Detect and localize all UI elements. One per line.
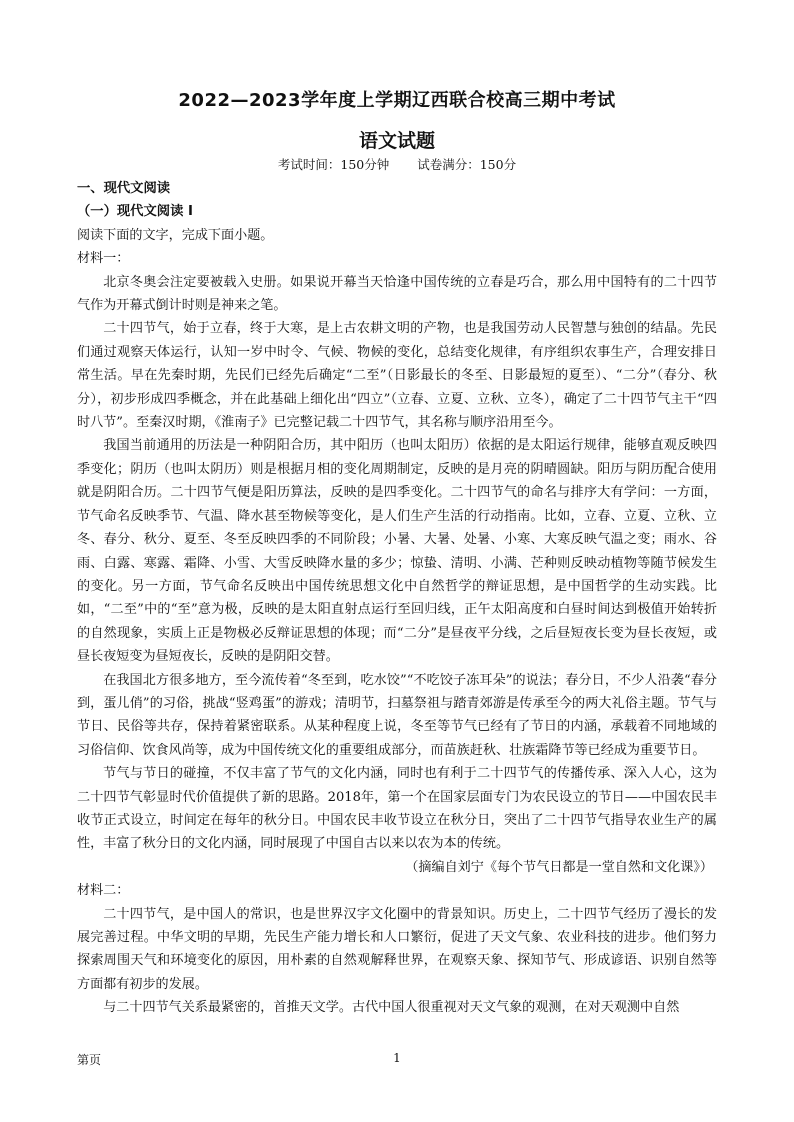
- exam-subtitle: 语文试题: [358, 130, 435, 152]
- material1-paragraph: 我国当前通用的历法是一种阴阳合历，其中阳历（也叫太阳历）依据的是太阳运行规律，能够直观反映四季变化；阴历（也叫太阴历）则是根据月相的变化周期制定，反映的是月亮的阴晴圆缺。阳历与阴历配合使用就是阴阳合历。二十四节气便是阳历算法，反映的是四季变化。二十四节气的命名与排序大有学问：一方面，节气命名反映季节、气温、降水甚至物候等变化，是人们生产生活的行动指南。比如，立春、立夏、立秋、立冬、春分、秋分、夏至、冬至反映四季的不同阶段；小暑、大暑、处暑、小寒、大寒反映气温之变；雨水、谷雨、白露、寒露、霜降、小雪、大雪反映降水量的多少；惊蛰、清明、小满、芒种则反映动植物等随节候发生的变化。另一方面，节气命名反映出中国传统思想文化中自然哲学的辩证思想，是中国哲学的生动实践。比如，“二至”中的“至”意为极，反映的是太阳直射点运行至回归线，正午太阳高度和白昼时间达到极值开始转折的自然现象，实质上正是物极必反辩证思想的体现；而“二分”是昼夜平分线，之后昼短夜长变为昼长夜短，或昼长夜短变为昼短夜长，反映的是阴阳交替。: [77, 438, 717, 665]
- material1-label: 材料一：: [77, 251, 130, 267]
- exam-content: [77, 177, 717, 1020]
- material1-paragraph: 北京冬奥会注定要被载入史册。如果说开幕当天恰逢中国传统的立春是巧合，那么用中国特有的二十四节气作为开幕式倒计时则是神来之笔。: [77, 274, 717, 314]
- exam-time: 考试时间：150分钟: [277, 157, 390, 172]
- section-heading: 一、现代文阅读: [77, 181, 171, 196]
- material1-paragraph: 在我国北方很多地方，至今流传着“冬至到，吃水饺”“不吃饺子冻耳朵”的说法；春分日，不少人沿袭“春分到，蛋儿俏”的习俗，挑战“竖鸡蛋”的游戏；清明节，扫墓祭祖与踏青郊游是传承至今的两大礼俗主题。节气与节日、民俗等共存，保持着紧密联系。从某种程度上说，冬至等节气已经有了节日的内涵，承载着不同地域的习俗信仰、饮食风尚等，成为中国传统文化的重要组成部分，而苗族赶秋、壮族霜降节等已经成为重要节日。: [77, 672, 717, 758]
- exam-title: 2022—2023学年度上学期辽西联合校高三期中考试: [178, 90, 616, 111]
- material1-citation: （摘编自刘宁《每个节气日都是一堂自然和文化课》）: [405, 859, 713, 875]
- full-score: 试卷满分：150分: [417, 157, 517, 172]
- material1-paragraph: 二十四节气，始于立春，终于大寒，是上古农耕文明的产物，也是我国劳动人民智慧与独创的结晶。先民们通过观察天体运行，认知一岁中时令、气候、物候的变化，总结变化规律，有序组织农事生产，合理安排日常生活。早在先秦时期，先民们已经先后确定“二至”（日影最长的冬至、日影最短的夏至）、“二分”（春分、秋分），初步形成四季概念，并在此基础上细化出“四立”（立春、立夏、立秋、立冬），确定了二十四节气主干“四时八节”。至秦汉时期，《淮南子》已完整记载二十四节气，其名称与顺序沿用至今。: [77, 321, 717, 431]
- material1-paragraph: 节气与节日的碰撞，不仅丰富了节气的文化内涵，同时也有利于二十四节气的传播传承、深入人心，这为二十四节气彰显时代价值提供了新的思路。2018年，第一个在国家层面专门为农民设立的节日——中国农民丰收节正式设立，时间定在每年的秋分日。中国农民丰收节设立在秋分日，突出了二十四节气指导农业生产的属性，丰富了秋分日的文化内涵，同时展现了中国自古以来以农为本的传统。: [77, 766, 717, 852]
- material2-paragraph: 二十四节气，是中国人的常识，也是世界汉字文化圈中的背景知识。历史上，二十四节气经历了漫长的发展完善过程。中华文明的早期，先民生产能力增长和人口繁衍，促进了天文气象、农业科技的进步。他们努力探索周围天气和环境变化的原因，用朴素的自然观解释世界，在观察天象、探知节气、形成谚语、识别自然等方面都有初步的发展。: [77, 906, 717, 992]
- exam-meta: [0, 155, 794, 173]
- footer-page-number: 1: [393, 1051, 401, 1065]
- footer-page-label: 第页: [77, 1053, 102, 1067]
- material2-label: 材料二：: [77, 883, 130, 899]
- section-subheading: （一）现代文阅读 I: [77, 204, 193, 220]
- instruction: 阅读下面的文字，完成下面小题。: [77, 227, 274, 243]
- material2-paragraph: 与二十四节气关系最紧密的，首推天文学。古代中国人很重视对天文气象的观测，在对天观测中自然: [103, 1000, 680, 1016]
